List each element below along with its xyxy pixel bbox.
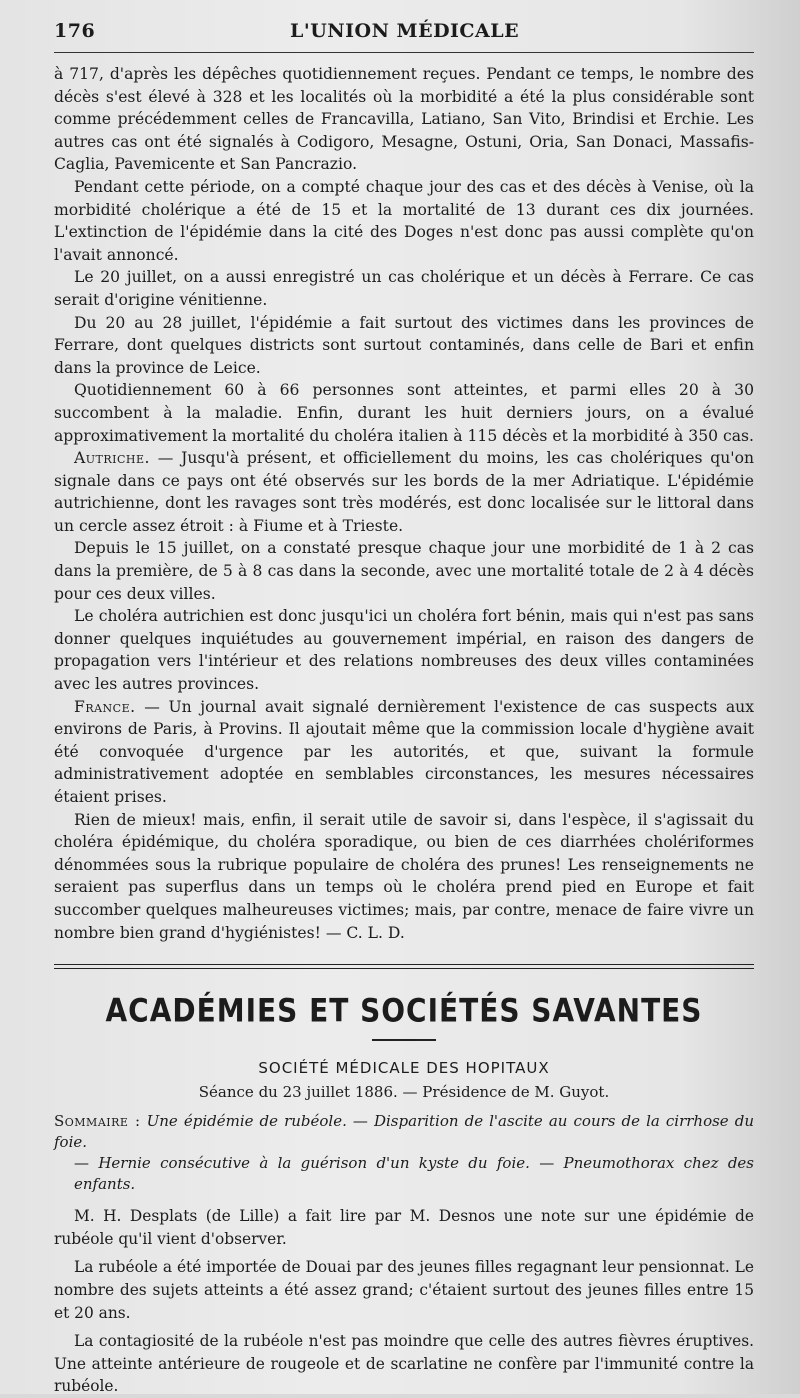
journal-title: L'UNION MÉDICALE	[290, 20, 520, 42]
section-divider	[54, 964, 754, 972]
subsection-title: SOCIÉTÉ MÉDICALE DES HOPITAUX	[258, 1059, 550, 1078]
country-lead: France.	[74, 697, 136, 716]
summary-line-2: — Hernie consécutive à la guérison d'un kyste du foie. — Pneumothorax chez des enfants.	[74, 1154, 754, 1194]
page-number: 176	[54, 20, 96, 42]
section-body	[54, 1205, 754, 1398]
paragraph: Pendant cette période, on a compté chaque jour des cas et des décès à Venise, où la morbidité cholérique a été de 15 et la mortalité de 13 durant ces dix journées. L'extinction de l'épidémie dans la cité des Doges n'est donc pas aussi complète qu'on l'avait annoncé.	[54, 177, 754, 264]
paragraph-austria	[54, 447, 754, 537]
paragraph: Depuis le 15 juillet, on a constaté presque chaque jour une morbidité de 1 à 2 cas dans la première, de 5 à 8 cas dans la seconde, avec une mortalité totale de 2 à 4 décès pour ces deux villes.	[54, 539, 754, 603]
title-rule	[372, 1039, 436, 1041]
paragraph: Quotidiennement 60 à 66 personnes sont atteintes, et parmi elles 20 à 30 succombent à la maladie. Enfin, durant les huit derniers jours, on a évalué approximativement la mortalité du choléra italien à 115 décès et la morbidité à 350 cas.	[54, 381, 755, 445]
paragraph: Du 20 au 28 juillet, l'épidémie a fait surtout des victimes dans les provinces de Ferrare, dont quelques districts sont surtout contaminés, dans celle de Bari et enfin dans la province de Leice.	[54, 313, 754, 377]
summary-label: Sommaire :	[54, 1112, 141, 1131]
paragraph: La contagiosité de la rubéole n'est pas moindre que celle des autres fièvres éruptives. Une atteinte antérieure de rougeole et de scarlatine ne confère par l'immunité contre la rubéole.	[54, 1332, 754, 1396]
country-lead: Autriche.	[74, 449, 150, 468]
header-rule	[54, 52, 754, 53]
page-header	[54, 20, 754, 50]
section-title: ACADÉMIES ET SOCIÉTÉS SAVANTES	[105, 991, 703, 1030]
paragraph-text: — Jusqu'à présent, et officiellement du moins, les cas cholériques qu'on signale dans ce pays ont été observés sur les bords de la mer Adriatique. L'épidémie autrichienne, dont les ravages sont très modérés, est donc localisée sur le littoral dans un cercle assez étroit : à Fiume et à Trieste.	[54, 449, 754, 535]
paragraph: Le 20 juillet, on a aussi enregistré un cas cholérique et un décès à Ferrare. Ce cas serait d'origine vénitienne.	[54, 268, 754, 309]
paragraph: Rien de mieux! mais, enfin, il serait utile de savoir si, dans l'espèce, il s'agissait du choléra épidémique, du choléra sporadique, ou bien de ces diarrhées cholériformes dénommées sous la rubrique populaire de choléra des prunes! Les renseignements ne seraient pas superflus dans un temps où le choléra prend pied en Europe et fait succomber quelques malheureuses victimes; mais, par contre, menace de faire vivre un nombre bien grand d'hygiénistes! — C. L. D.	[54, 810, 754, 942]
article-body	[54, 63, 754, 944]
paragraph: Le choléra autrichien est donc jusqu'ici un choléra fort bénin, mais qui n'est pas sans donner quelques inquiétudes au gouvernement impérial, en raison des dangers de propagation vers l'intérieur et des relations nombreuses des deux villes contaminées avec les autres provinces.	[54, 607, 754, 694]
summary-line-1: Une épidémie de rubéole. — Disparition de l'ascite au cours de la cirrhose du foie.	[54, 1112, 754, 1152]
paragraph: à 717, d'après les dépêches quotidiennement reçues. Pendant ce temps, le nombre des décès s'est élevé à 328 et les localités où la morbidité a été la plus considérable sont comme précédemment celles de Francavilla, Latiano, San Vito, Brindisi et Erchie. Les autres cas ont été signalés à Codigoro, Mesagne, Ostuni, Oria, San Donaci, Massafis-Caglia, Pavemicente et San Pancrazio.	[54, 65, 754, 174]
session-line: Séance du 23 juillet 1886. — Présidence de M. Guyot.	[198, 1083, 610, 1102]
paragraph-france	[54, 696, 754, 809]
paragraph-text: — Un journal avait signalé dernièrement l'existence de cas suspects aux environs de Paris, à Provins. Il ajoutait même que la commission locale d'hygiène avait été convoquée d'urgence par les autorités, et que, suivant la formule administrativement adoptée en semblables circonstances, les mesures nécessaires étaient prises.	[54, 697, 754, 806]
paragraph: M. H. Desplats (de Lille) a fait lire par M. Desnos une note sur une épidémie de rubéole qu'il vient d'observer.	[54, 1207, 754, 1248]
summary	[54, 1111, 754, 1195]
paragraph: La rubéole a été importée de Douai par des jeunes filles regagnant leur pensionnat. Le nombre des sujets atteints a été assez grand; c'étaient surtout des jeunes filles entre 15 et 20 ans.	[54, 1258, 754, 1322]
